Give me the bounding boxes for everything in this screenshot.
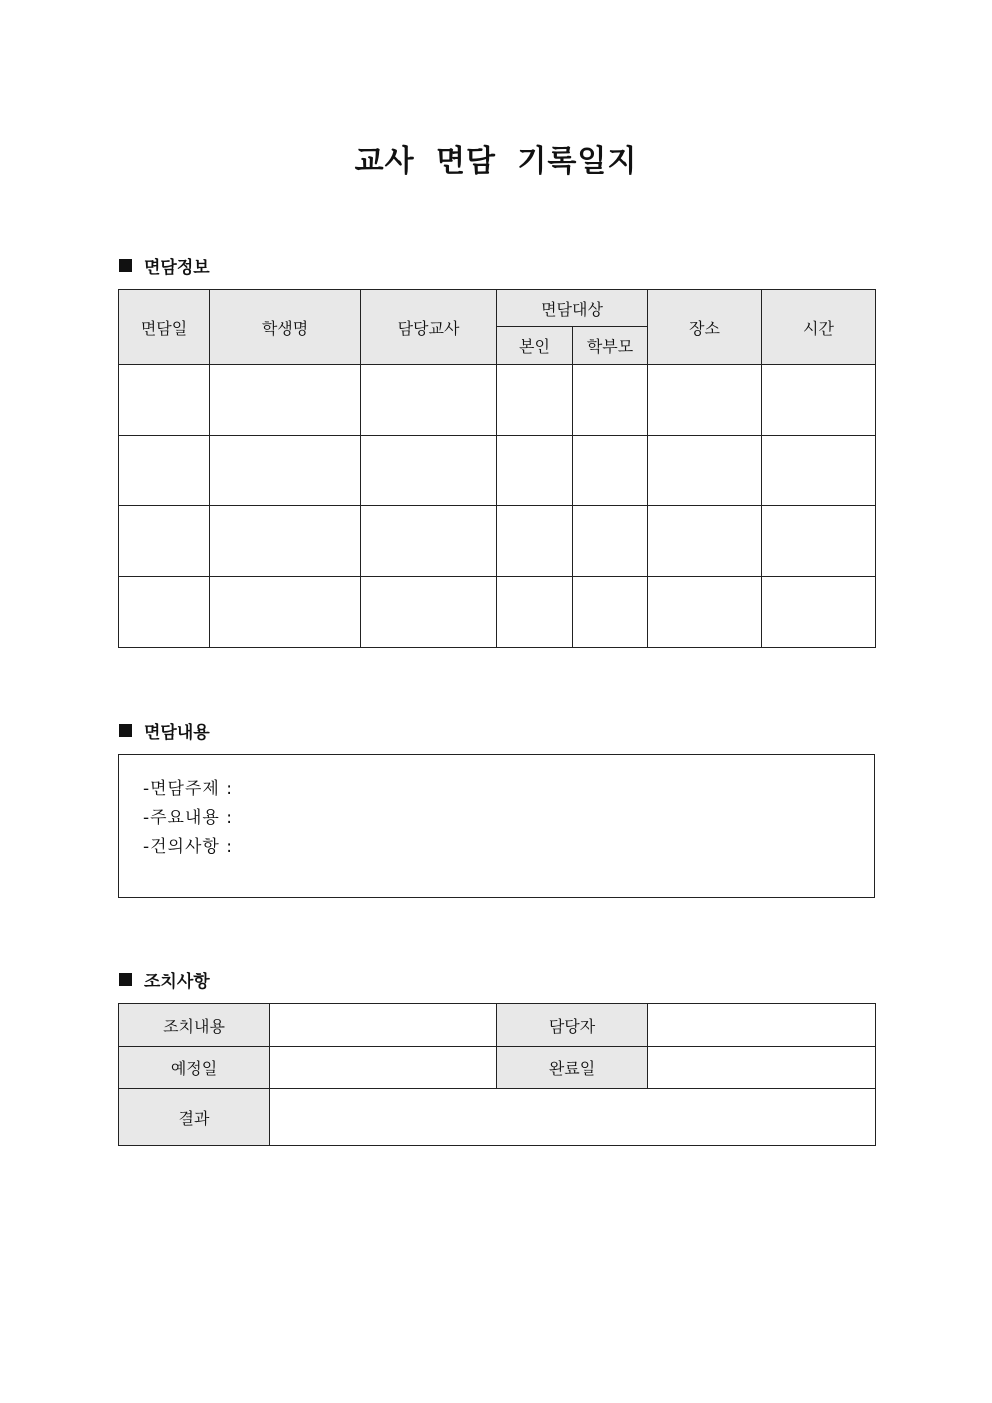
cell-target-parent[interactable] bbox=[573, 436, 648, 506]
cell-student[interactable] bbox=[210, 436, 361, 506]
table-row bbox=[119, 506, 876, 577]
cell-target-parent[interactable] bbox=[573, 577, 648, 648]
header-student: 학생명 bbox=[210, 290, 361, 365]
cell-date[interactable] bbox=[119, 365, 210, 436]
cell-place[interactable] bbox=[648, 365, 762, 436]
cell-target-self[interactable] bbox=[497, 577, 573, 648]
header-target: 면담대상 bbox=[497, 290, 648, 327]
header-target-parent: 학부모 bbox=[573, 327, 648, 365]
interview-info-heading-label: 면담정보 bbox=[144, 257, 210, 278]
cell-place[interactable] bbox=[648, 506, 762, 577]
table-row bbox=[119, 577, 876, 648]
label-completed-date: 완료일 bbox=[497, 1047, 648, 1089]
cell-date[interactable] bbox=[119, 506, 210, 577]
cell-time[interactable] bbox=[762, 506, 876, 577]
interview-info-table bbox=[118, 289, 876, 648]
cell-student[interactable] bbox=[210, 365, 361, 436]
cell-target-self[interactable] bbox=[497, 365, 573, 436]
square-bullet-icon bbox=[119, 724, 132, 737]
cell-target-parent[interactable] bbox=[573, 506, 648, 577]
square-bullet-icon bbox=[119, 259, 132, 272]
label-owner: 담당자 bbox=[497, 1004, 648, 1047]
square-bullet-icon bbox=[119, 973, 132, 986]
interview-content-heading bbox=[119, 718, 210, 742]
cell-time[interactable] bbox=[762, 436, 876, 506]
cell-student[interactable] bbox=[210, 577, 361, 648]
table-row bbox=[119, 365, 876, 436]
interview-content-heading-label: 면담내용 bbox=[144, 722, 210, 743]
cell-teacher[interactable] bbox=[361, 365, 497, 436]
table-row bbox=[119, 436, 876, 506]
cell-teacher[interactable] bbox=[361, 436, 497, 506]
cell-time[interactable] bbox=[762, 577, 876, 648]
header-place: 장소 bbox=[648, 290, 762, 365]
label-planned-date: 예정일 bbox=[119, 1047, 270, 1089]
cell-student[interactable] bbox=[210, 506, 361, 577]
header-target-self: 본인 bbox=[497, 327, 573, 365]
cell-teacher[interactable] bbox=[361, 577, 497, 648]
actions-table bbox=[118, 1003, 876, 1146]
label-action-content: 조치내용 bbox=[119, 1004, 270, 1047]
cell-target-self[interactable] bbox=[497, 506, 573, 577]
value-completed-date[interactable] bbox=[648, 1047, 876, 1089]
header-date: 면담일 bbox=[119, 290, 210, 365]
value-result[interactable] bbox=[270, 1089, 876, 1146]
cell-date[interactable] bbox=[119, 436, 210, 506]
header-teacher: 담당교사 bbox=[361, 290, 497, 365]
cell-teacher[interactable] bbox=[361, 506, 497, 577]
value-planned-date[interactable] bbox=[270, 1047, 497, 1089]
cell-date[interactable] bbox=[119, 577, 210, 648]
document-title: 교사 면담 기록일지 bbox=[354, 144, 638, 179]
cell-place[interactable] bbox=[648, 436, 762, 506]
cell-target-parent[interactable] bbox=[573, 365, 648, 436]
header-time: 시간 bbox=[762, 290, 876, 365]
content-line-main: -주요내용 : bbox=[143, 808, 233, 828]
actions-heading-label: 조치사항 bbox=[144, 971, 210, 992]
label-result: 결과 bbox=[119, 1089, 270, 1146]
cell-place[interactable] bbox=[648, 577, 762, 648]
cell-time[interactable] bbox=[762, 365, 876, 436]
interview-info-heading bbox=[119, 253, 210, 277]
cell-target-self[interactable] bbox=[497, 436, 573, 506]
value-action-content[interactable] bbox=[270, 1004, 497, 1047]
interview-content-box[interactable] bbox=[118, 754, 875, 898]
value-owner[interactable] bbox=[648, 1004, 876, 1047]
actions-heading bbox=[119, 967, 210, 991]
content-line-suggestion: -건의사항 : bbox=[143, 837, 233, 857]
content-line-topic: -면담주제 : bbox=[143, 779, 233, 799]
